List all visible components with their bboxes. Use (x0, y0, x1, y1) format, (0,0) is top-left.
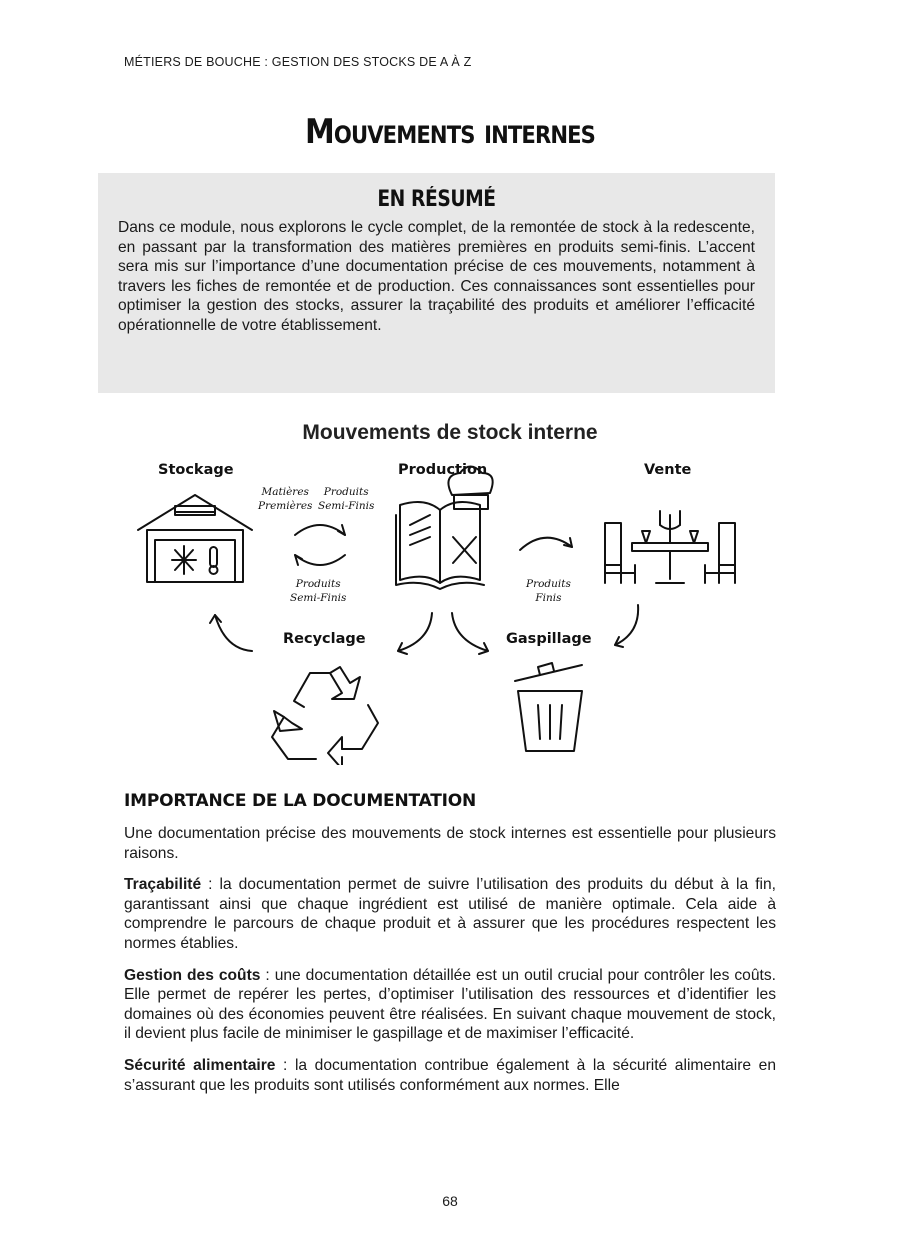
flow-label-matieres: Matières Premières (258, 486, 313, 512)
paragraph-tracabilite: Traçabilité : la documentation permet de suivre l’utilisation des produits du début à la fin, garantissant ainsi que chaque ingrédient est utilisé de manière optimale. Cela aide à comprendre le parcours de chaque produit et à assurer que les procédures respectent les normes établies. (124, 876, 776, 952)
paragraph-securite-alimentaire: Sécurité alimentaire : la documentation contribue également à la sécurité alimentaire en s’assurant que les produits sont utilisés conformément aux normes. Elle (124, 1056, 776, 1094)
arrow-to-vente-icon (520, 538, 572, 550)
page-number: 68 (442, 1193, 458, 1209)
recipe-book-chef-icon (396, 467, 493, 590)
node-label-vente: Vente (644, 462, 692, 478)
restaurant-table-icon (605, 511, 735, 583)
node-label-stockage: Stockage (158, 462, 234, 478)
summary-heading: EN RÉSUMÉ (377, 187, 496, 212)
section-body (124, 824, 776, 1107)
paragraph-gestion-couts: Gestion des coûts : une documentation détaillée est un outil crucial pour contrôler les coûts. Elle permet de repérer les pertes, d’optimiser l’utilisation des ressources et d’identifier les domaines où des économies peuvent être réalisées. En suivant chaque mouvement de stock, il devient plus facile de minimiser le gaspillage et de maximiser l’efficacité. (124, 966, 776, 1043)
running-head: MÉTIERS DE BOUCHE : GESTION DES STOCKS DE A À Z (124, 55, 472, 69)
chapter-title: Mouvements internes (304, 112, 596, 152)
node-label-production: Production (398, 462, 488, 478)
section-heading: IMPORTANCE DE LA DOCUMENTATION (124, 791, 477, 811)
cycle-arrows-icon (295, 525, 345, 565)
arrow-to-recyclage-icon (398, 613, 432, 654)
flow-label-produits-finis: Produits Finis (526, 578, 571, 604)
node-label-gaspillage: Gaspillage (506, 631, 592, 647)
section-intro: Une documentation précise des mouvements de stock internes est essentielle pour plusieurs raisons. (124, 825, 776, 862)
flow-label-semi-finis-top: Produits Semi-Finis (318, 486, 375, 512)
summary-box (98, 173, 775, 393)
storage-building-icon (138, 495, 252, 582)
node-label-recyclage: Recyclage (283, 631, 366, 647)
recycle-icon (272, 667, 378, 765)
stock-movement-diagram (120, 455, 780, 765)
term-gestion-couts: Gestion des coûts (124, 966, 261, 984)
arrow-to-stockage-icon (210, 615, 252, 651)
flow-label-semi-finis-bottom: Produits Semi-Finis (290, 578, 347, 604)
term-tracabilite: Traçabilité (124, 876, 202, 894)
term-securite-alimentaire: Sécurité alimentaire (124, 1056, 276, 1074)
arrow-to-gaspillage-icon (452, 613, 488, 654)
trash-bin-icon (515, 663, 582, 751)
summary-text: Dans ce module, nous explorons le cycle complet, de la remontée de stock à la redescente, en passant par la transformation des matières premières en produits semi-finis. L’accent sera mis sur l’importance d’une documentation précise de ces mouvements, notamment à travers les fiches de remontée et de production. Ces connaissances sont essentielles pour optimiser la gestion des stocks, assurer la traçabilité des produits et améliorer l’efficacité opérationnelle de votre établissement. (118, 219, 755, 334)
arrow-vente-gaspillage-icon (615, 605, 638, 647)
diagram-title: Mouvements de stock interne (302, 421, 598, 444)
